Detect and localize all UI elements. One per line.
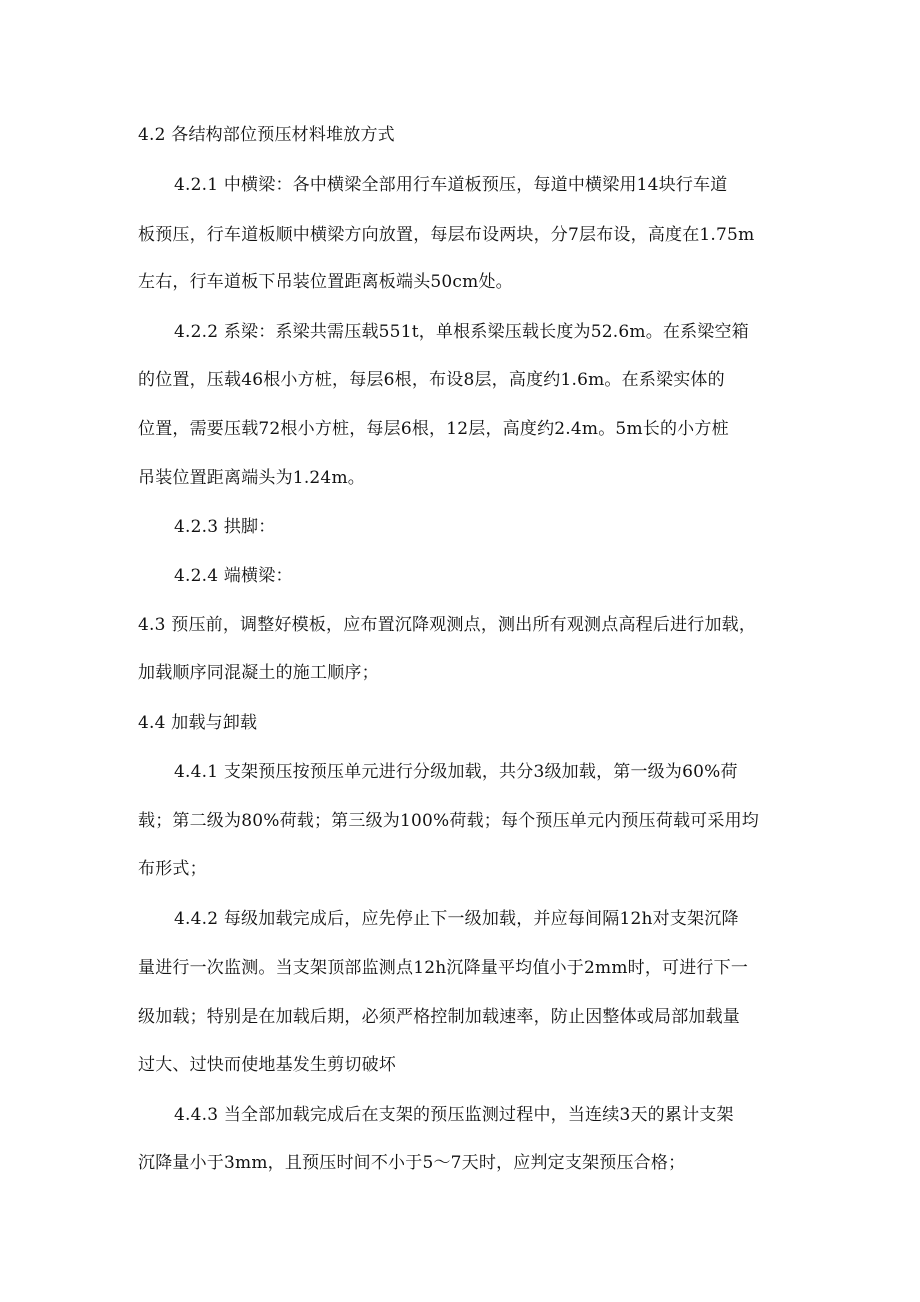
paragraph-4-4-1-line-1: 4.4.1 支架预压按预压单元进行分级加载，共分3级加载，第一级为60%荷 xyxy=(174,762,738,782)
paragraph-4-4-3-line-1: 4.4.3 当全部加载完成后在支架的预压监测过程中，当连续3天的累计支架 xyxy=(174,1105,734,1125)
paragraph-4-2-1-line-2: 板预压，行车道板顺中横梁方向放置，每层布设两块，分7层布设，高度在1.75m xyxy=(138,225,755,245)
paragraph-4-2-2-line-2: 的位置，压载46根小方桩，每层6根，布设8层，高度约1.6m。在系梁实体的 xyxy=(138,370,725,390)
paragraph-4-4-2-line-1: 4.4.2 每级加载完成后，应先停止下一级加载，并应每间隔12h对支架沉降 xyxy=(174,909,739,929)
paragraph-4-4-2-line-2: 量进行一次监测。当支架顶部监测点12h沉降量平均值小于2mm时，可进行下一 xyxy=(138,958,749,978)
paragraph-4-3-line-2: 加载顺序同混凝土的施工顺序； xyxy=(138,663,379,683)
paragraph-4-2-1-line-1: 4.2.1 中横梁：各中横梁全部用行车道板预压，每道中横梁用14块行车道 xyxy=(174,175,728,195)
heading-4-2: 4.2 各结构部位预压材料堆放方式 xyxy=(138,125,395,145)
paragraph-4-4-3-line-2: 沉降量小于3mm，且预压时间不小于5～7天时，应判定支架预压合格； xyxy=(138,1153,686,1173)
paragraph-4-2-2-line-1: 4.2.2 系梁：系梁共需压载551t，单根系梁压载长度为52.6m。在系梁空箱 xyxy=(174,322,749,342)
paragraph-4-4-2-line-4: 过大、过快而使地基发生剪切破坏 xyxy=(138,1055,396,1075)
paragraph-4-2-1-line-3: 左右，行车道板下吊装位置距离板端头50cm处。 xyxy=(138,272,513,292)
heading-4-2-4: 4.2.4 端横梁： xyxy=(174,566,293,586)
paragraph-4-4-1-line-3: 布形式； xyxy=(138,859,207,879)
paragraph-4-2-2-line-4: 吊装位置距离端头为1.24m。 xyxy=(138,468,365,488)
paragraph-4-3-line-1: 4.3 预压前，调整好模板，应布置沉降观测点，测出所有观测点高程后进行加载， xyxy=(138,615,757,635)
heading-4-4: 4.4 加载与卸载 xyxy=(138,713,258,733)
paragraph-4-4-2-line-3: 级加载；特别是在加载后期，必须严格控制加载速率，防止因整体或局部加载量 xyxy=(138,1007,740,1027)
paragraph-4-4-1-line-2: 载；第二级为80%荷载；第三级为100%荷载；每个预压单元内预压荷载可采用均 xyxy=(138,811,759,831)
heading-4-2-3: 4.2.3 拱脚： xyxy=(174,517,276,537)
paragraph-4-2-2-line-3: 位置，需要压载72根小方桩，每层6根，12层，高度约2.4m。5m长的小方桩 xyxy=(138,419,729,439)
